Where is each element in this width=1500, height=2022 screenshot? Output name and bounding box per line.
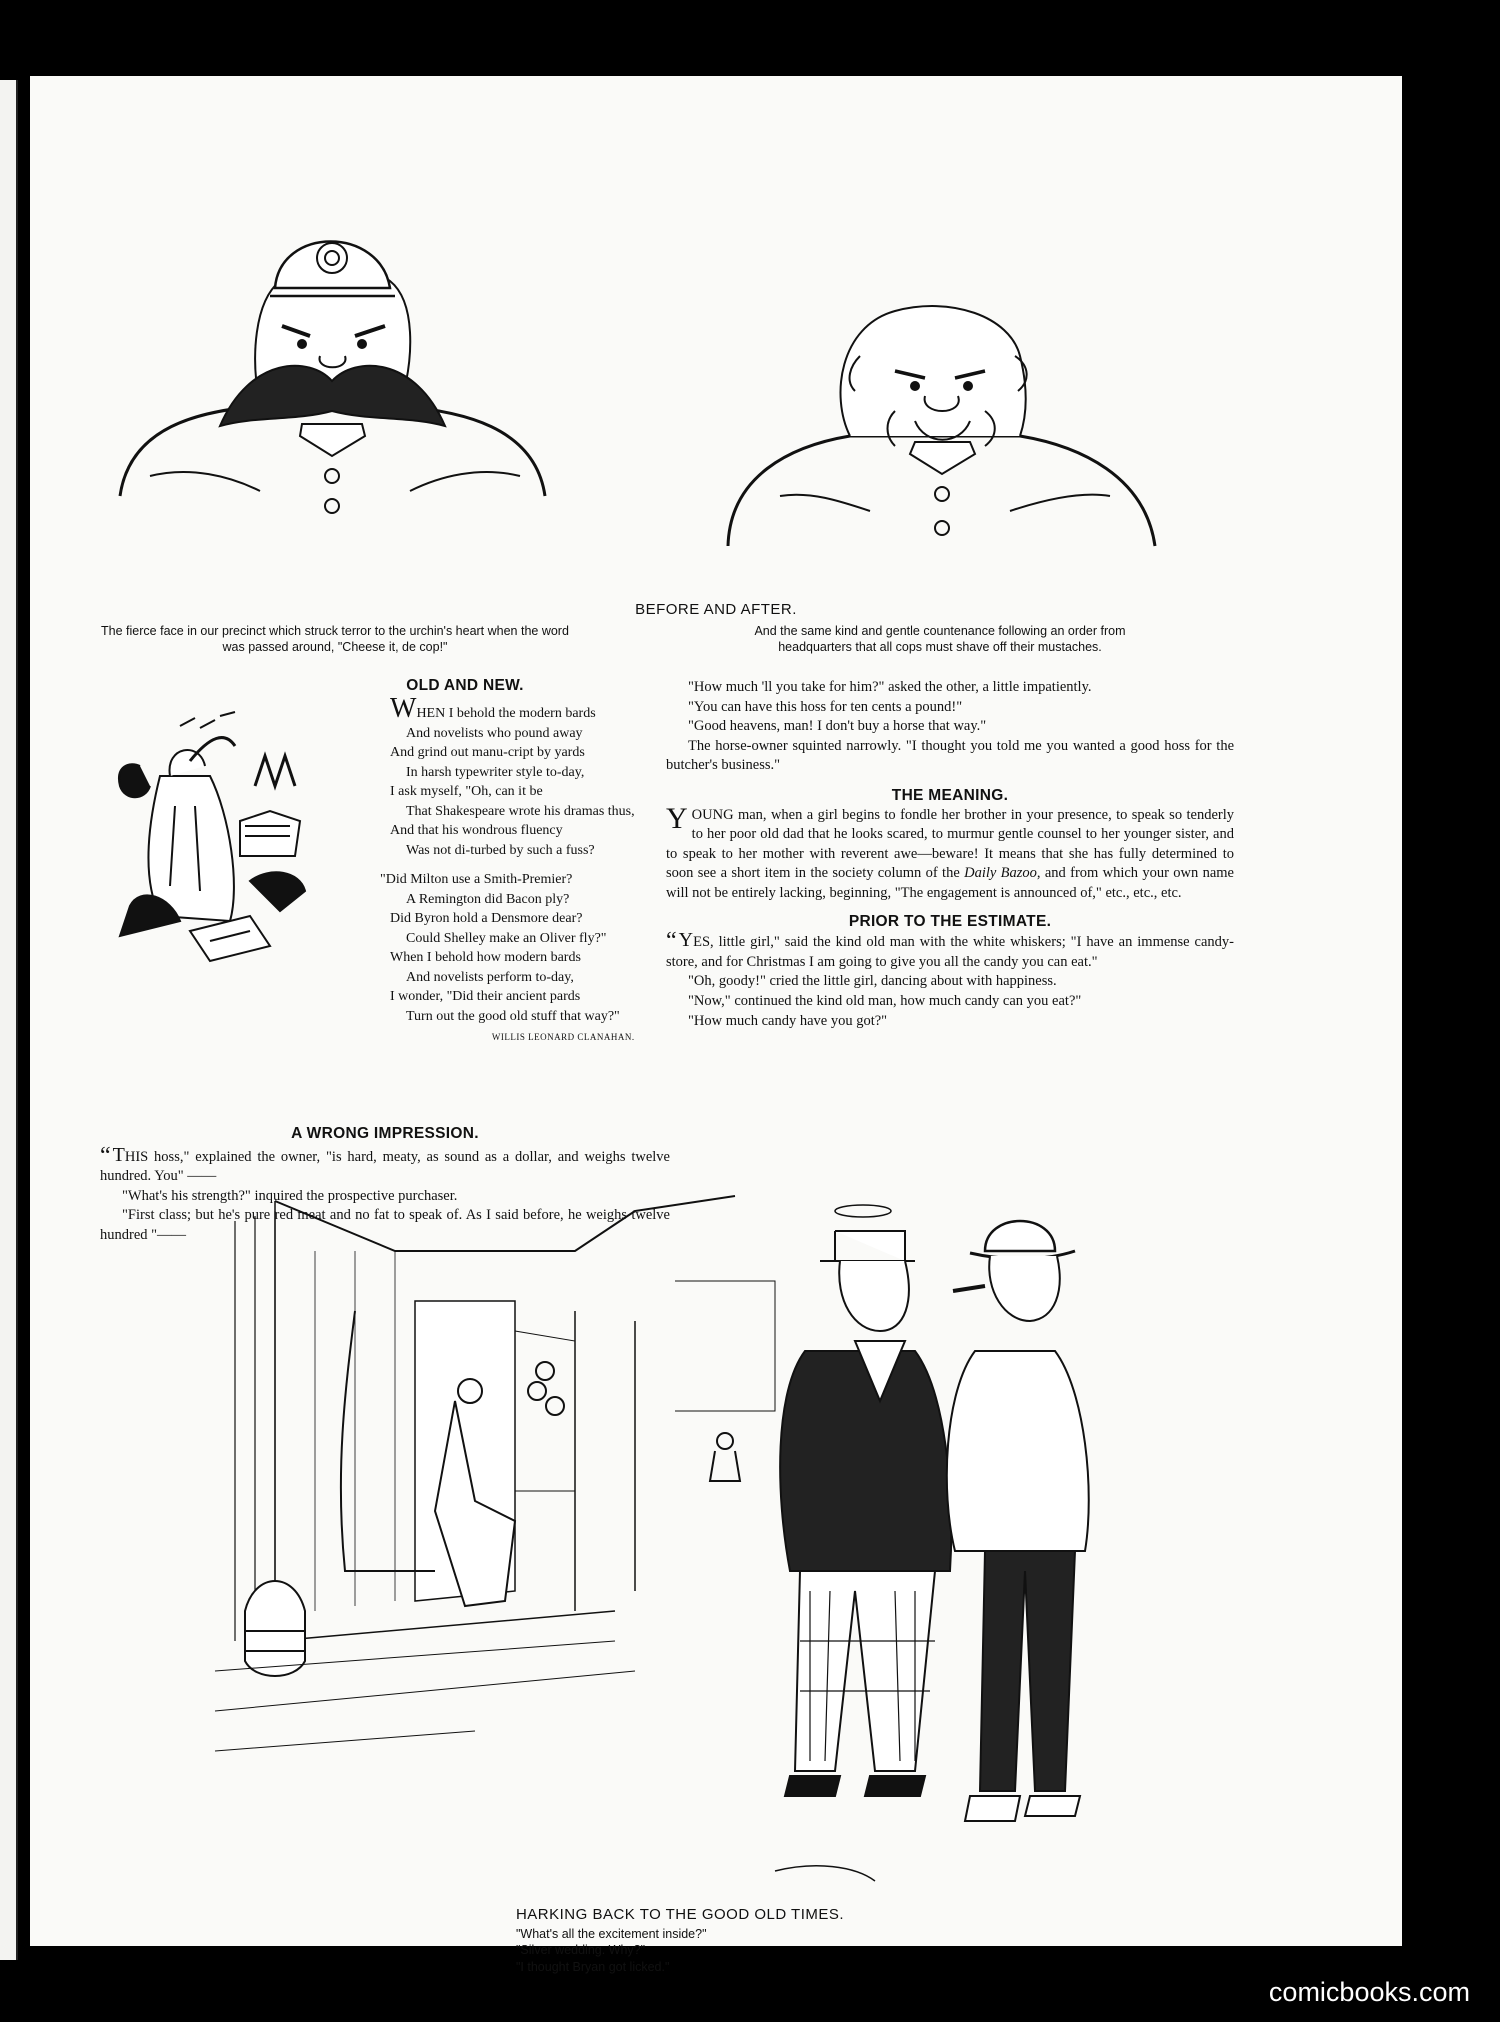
poem-line: And novelists who pound away: [406, 725, 583, 741]
poem-line: That Shakespeare wrote his dramas thus,: [406, 803, 635, 819]
drop-cap-w: W: [390, 693, 417, 724]
street-scene-illustration: [215, 1191, 1125, 1901]
poem-line: And that his wondrous fluency: [390, 823, 563, 838]
wrong-impression-p4: "How much 'll you take for him?" asked the other, a little impatiently.: [688, 679, 1092, 695]
after-caption: And the same kind and gentle countenance following an order from headquarters that all cops must shave off their mustaches.: [754, 624, 1126, 654]
meaning-text-a: OUNG man, when a girl begins to fondle her brother in your presence, to speak so tenderly to her poor old dad that he looks scared, to murmur gentle counsel to her younger sister, and to speak to her mother with reverent awe—beware! It means that she has fully determined to soon see a short item in the society column of the: [666, 806, 1234, 882]
policeman-after-illustration: [720, 296, 1160, 566]
poem-line: Could Shelley make an Oliver fly?": [406, 930, 607, 946]
magazine-page: [30, 76, 1402, 1974]
poem-line: Was not di-turbed by such a fuss?: [406, 842, 595, 858]
estimate-p3: "Now," continued the kind old man, how much candy can you eat?": [688, 992, 1082, 1009]
wrong-impression-title: A WRONG IMPRESSION.: [291, 1125, 479, 1142]
estimate-p2: "Oh, goody!" cried the little girl, dancing about with happiness.: [688, 973, 1057, 990]
poem-line: A Remington did Bacon ply?: [406, 891, 570, 907]
poem-line: Did Byron hold a Densmore dear?: [390, 911, 583, 926]
estimate-title: PRIOR TO THE ESTIMATE.: [848, 912, 1052, 930]
before-caption: The fierce face in our precinct which struck terror to the urchin's heart when the word was passed around, "Cheese it, de cop!": [101, 624, 569, 654]
old-and-new-title: OLD AND NEW.: [406, 677, 524, 694]
before-after-title: BEFORE AND AFTER.: [635, 601, 797, 618]
harking-back-dialogue: [516, 1926, 916, 1975]
drop-cap-y: Y: [666, 801, 688, 835]
dialogue-line-3: "I thought Bryan got licked.": [516, 1959, 670, 1974]
poem-line: "Did Milton use a Smith-Premier?: [380, 872, 573, 887]
wrong-impression-p5: "You can have this hoss for ten cents a pound!": [688, 698, 963, 715]
old-and-new-poem: [380, 693, 635, 1048]
poem-line: And grind out manu-cript by yards: [390, 745, 585, 760]
newspaper-name: Daily Bazoo: [964, 865, 1037, 882]
wrong-impression-p3: "First class; but he's pure red meat and no fat to speak of. As I said before, he weighs twelve hundred "——: [100, 1207, 670, 1243]
wrong-impression-p1: HIS hoss," explained the owner, "is hard, meaty, as sound as a dollar, and weighs twelve hundred. You" ——: [100, 1148, 670, 1185]
poem-line: When I behold how modern bards: [390, 950, 581, 965]
policeman-before-illustration: [110, 206, 550, 526]
poem-line: In harsh typewriter style to-day,: [406, 764, 585, 780]
left-column: OLD AND NEW. WHEN I behold the modern bards And novelists who pound away And grind out manu-cript by yards In harsh typewriter style to-day, I ask myself, "Oh, can it be That Shakespeare wrote his dramas thus, And that his wondrous fluency Was not di-turbed by such a fuss? "Did Milton use a Smith-Premier? A Remington did Bacon ply? Did Byron hold a Densmore dear? Could Shelley make an Oliver fly?" When I behold how modern bards And novelists perform to-day, I wonder, "Did their ancient pards Turn out the good old stuff that way?" WILLIS LEONARD CLANAHAN. A WRONG IMPRESSION. “ THIS hoss," explained the owner, "is hard, meaty, as sound as a dollar, and weighs twelve hundred. You" —— "What's his strength?" inquired the prospective purchaser. "First class; but he's pure red meat and no fat to speak of. As I said before, he weighs twelve hundred "——: [100, 676, 670, 1236]
poem-line: Turn out the good old stuff that way?": [406, 1008, 620, 1024]
poem-line: I ask myself, "Oh, can it be: [390, 784, 543, 799]
poet-with-typewriter-illustration: [100, 706, 380, 966]
adjacent-page-edge: [0, 80, 18, 1960]
poem-signature: WILLIS LEONARD CLANAHAN.: [491, 1032, 635, 1042]
meaning-title: THE MEANING.: [891, 786, 1009, 804]
wrong-impression-p7: The horse-owner squinted narrowly. "I thought you told me you wanted a good hoss for the butcher's business.": [666, 737, 1234, 774]
poem-line: HEN I behold the modern bards: [416, 706, 596, 721]
site-watermark: comicbooks.com: [1268, 1977, 1470, 2007]
poem-line: And novelists perform to-day,: [406, 969, 574, 985]
wrong-impression-p2: "What's his strength?" inquired the prospective purchaser.: [122, 1187, 458, 1204]
meaning-text-b: , and from which your own name will not be entirely lacking, beginning, "The engagement is announced of," etc., etc., etc.: [666, 865, 1234, 901]
dialogue-line-1: "What's all the excitement inside?": [516, 1927, 707, 1941]
harking-back-title: HARKING BACK TO THE GOOD OLD TIMES.: [515, 1906, 845, 1923]
right-column: "How much 'll you take for him?" asked the other, a little impatiently. "You can have this hoss for ten cents a pound!" "Good heavens, man! I don't buy a horse that way." The horse-owner squinted narrowly. "I thought you told me you wanted a good hoss for the butcher's business." THE MEANING. YOUNG man, when a girl begins to fondle her brother in your presence, to speak so tenderly to her poor old dad that he looks scared, to murmur gentle counsel to her younger sister, and to speak to her mother with reverent awe—beware! It means that she has fully determined to soon see a short item in the society column of the Daily Bazoo, and from which your own name will not be entirely lacking, beginning, "The engagement is announced of," etc., etc., etc. PRIOR TO THE ESTIMATE. “ YES, little girl," said the kind old man with the white whiskers; "I have an immense candy-store, and for Christmas I am going to give you all the candy you can eat." "Oh, goody!" cried the little girl, dancing about with happiness. "Now," continued the kind old man, how much candy can you eat?" "How much candy have you got?": [666, 678, 1234, 1031]
wrong-impression-p6: "Good heavens, man! I don't buy a horse that way.": [688, 718, 987, 735]
estimate-p4: "How much candy have you got?": [688, 1012, 888, 1029]
poem-line: I wonder, "Did their ancient pards: [390, 989, 581, 1004]
dialogue-line-2: "Silver wedding. Why?": [516, 1943, 646, 1958]
estimate-p1: ES, little girl," said the kind old man with the white whiskers; "I have an immense candy-store, and for Christmas I am going to give you all the candy you can eat.": [666, 934, 1234, 970]
